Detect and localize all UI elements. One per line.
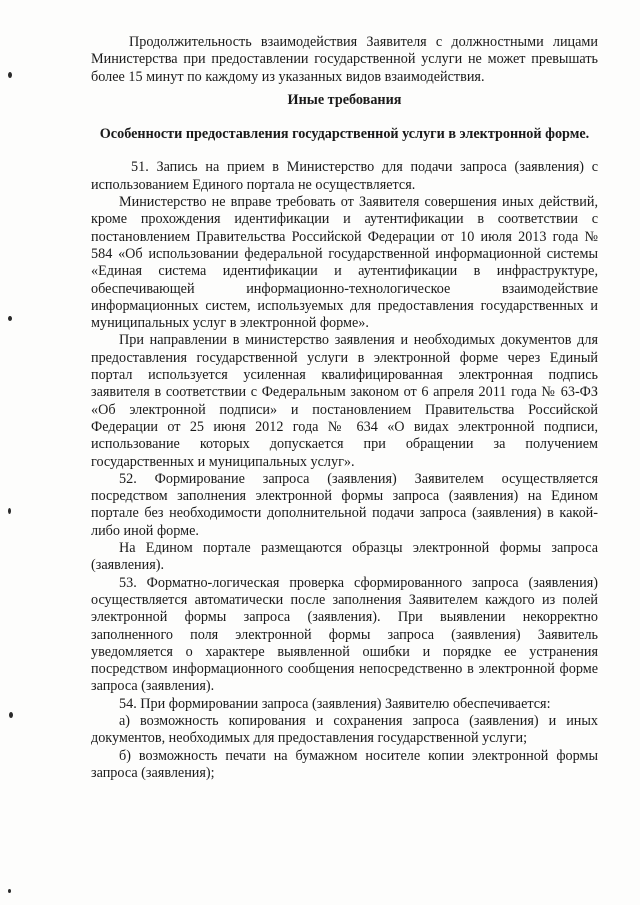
- scan-mark: [8, 508, 11, 514]
- paragraph-52: 52. Формирование запроса (заявления) Заявителем осуществляется посредством заполнения электронной формы запроса (заявления) на Едином портале без необходимости дополнительной подачи запроса (заявления) в какой-либо иной форме.: [91, 470, 598, 539]
- scan-mark: [8, 72, 12, 78]
- paragraph-interaction-duration: Продолжительность взаимодействия Заявителя с должностными лицами Министерства при предоставлении государственной услуги не может превышать более 15 минут по каждому из указанных видов взаимодействия.: [91, 34, 598, 85]
- paragraph-form-samples: На Едином портале размещаются образцы электронной формы запроса (заявления).: [91, 540, 598, 574]
- heading-other-requirements: Иные требования: [287, 91, 402, 108]
- paragraph-ministry-requirements: Министерство не вправе требовать от Заявителя совершения иных действий, кроме прохождения идентификации и аутентификации в соответствии с постановлением Правительства Российской Федерации от 10 июля 2013 года № 584 «Об использовании федеральной государственной информационной системы «Единая система идентификации и аутентификации в инфраструктуре, обеспечивающей информационно-технологическое взаимодействие информационных систем, используемых для предоставления государственных и муниципальных услуг в электронной форме».: [91, 194, 598, 332]
- scan-mark: [8, 889, 11, 893]
- paragraph-54a: а) возможность копирования и сохранения запроса (заявления) и иных документов, необходимых для предоставления государственной услуги;: [91, 712, 598, 747]
- paragraph-54: 54. При формировании запроса (заявления) Заявителю обеспечивается:: [119, 695, 551, 712]
- paragraph-51: 51. Запись на прием в Министерство для подачи запроса (заявления) с использованием Единого портала не осуществляется.: [91, 159, 598, 193]
- scan-mark: [9, 712, 13, 718]
- document-body: [91, 34, 598, 782]
- heading-electronic-form-features: Особенности предоставления государственной услуги в электронной форме.: [99, 126, 590, 143]
- scan-mark: [8, 316, 12, 321]
- paragraph-electronic-signature: При направлении в министерство заявления и необходимых документов для предоставления государственной услуги в электронной форме через Единый портал используется усиленная квалифицированная электронная подпись заявителя в соответствии с Федеральным законом от 6 апреля 2011 года № 63-ФЗ «Об электронной подписи» и постановлением Правительства Российской Федерации от 25 июня 2012 года № 634 «О видах электронной подписи, использование которых допускается при обращении за получением государственных и муниципальных услуг».: [91, 332, 598, 470]
- paragraph-54b: б) возможность печати на бумажном носителе копии электронной формы запроса (заявления);: [91, 747, 598, 781]
- paragraph-53: 53. Форматно-логическая проверка сформированного запроса (заявления) осуществляется автоматически после заполнения Заявителем каждого из полей электронной формы запроса (заявления). При выявлении некорректно заполненного поля электронной формы запроса (заявления) Заявитель уведомляется о характере выявленной ошибки и порядке ее устранения посредством информационного сообщения непосредственно в электронной форме запроса (заявления).: [91, 574, 598, 695]
